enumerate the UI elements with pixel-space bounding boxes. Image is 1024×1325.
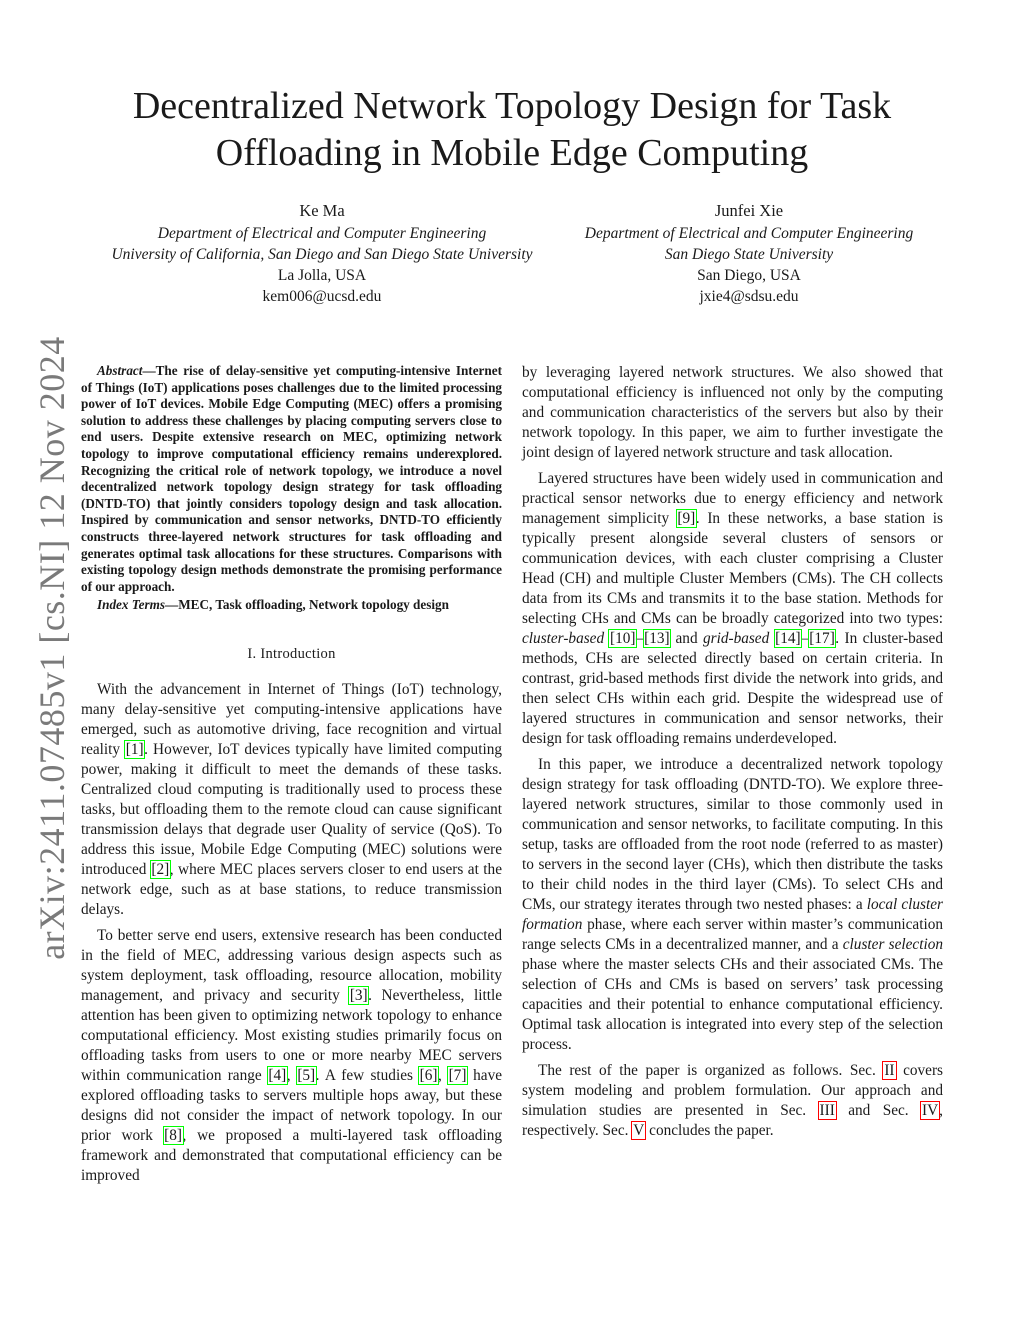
citation-link[interactable]: [7]: [448, 1066, 467, 1084]
text-run: phase, where each server within master’s communication range selects CMs in a decentralized manner, and a: [522, 916, 943, 953]
text-run: and Sec.: [835, 1102, 922, 1119]
citation-link[interactable]: [10]: [609, 630, 636, 647]
index-terms-label: Index Terms: [97, 597, 166, 613]
citation-link[interactable]: [2]: [151, 860, 170, 878]
text-run: ,: [286, 1066, 297, 1084]
text-run: phase where the master selects CHs and their associated CMs. The selection of CHs and CMs is based on servers’ task processing capacities and their potential to enhance computational efficiency. Optimal task allocation is integrated into every step of the selection process.: [522, 956, 943, 1053]
author-block-2: [544, 200, 954, 307]
citation-link[interactable]: [1]: [125, 740, 144, 758]
abstract-label: Abstract: [97, 363, 143, 378]
text-run: The rest of the paper is organized as follows. Sec.: [538, 1062, 884, 1079]
text-run: covers system modeling and problem formulation. Our approach and simulation studies are presented in Sec.: [522, 1062, 943, 1119]
intro-paragraph-1: [81, 680, 502, 920]
text-run: ,: [438, 1066, 449, 1084]
author-department: Department of Electrical and Computer Engineering: [157, 225, 487, 242]
section-link[interactable]: V: [633, 1122, 645, 1139]
author-name: Junfei Xie: [714, 201, 784, 220]
index-terms: [81, 597, 502, 614]
text-run: . However, IoT devices typically have limited computing power, making it difficult to meet the demands of these tasks. Centralized cloud computing is traditionally used to process these tasks, but offloading them to the remote cloud can cause significant transmission delays that degrade user Quality of service (QoS). To address this issue, Mobile Edge Computing (MEC) solutions were introduced: [81, 740, 502, 878]
section-heading-introduction: I. Introduction: [247, 645, 336, 662]
text-run: [769, 630, 774, 647]
abstract: [81, 363, 502, 614]
citation-link[interactable]: [5]: [297, 1066, 316, 1084]
text-run: concludes the paper.: [645, 1122, 774, 1139]
author-block-1: [68, 200, 576, 307]
intro-paragraph-continued: by leveraging layered network structures. We also showed that computational efficiency is influenced not only by the computing and communication characteristics of the servers but also by their network topology. In this paper, we aim to further investigate the joint design of layered network structure and task allocation.: [522, 364, 943, 461]
emphasis: local cluster formation: [522, 896, 944, 933]
section-link[interactable]: III: [819, 1102, 835, 1119]
text-run: To better serve end users, extensive research has been conducted in the field of MEC, addressing various design aspects such as system deployment, task offloading, resource allocation, mobility management, and privacy and security: [81, 926, 502, 1004]
index-terms-body: —MEC, Task offloading, Network topology design: [165, 597, 449, 613]
citation-link[interactable]: [4]: [268, 1066, 287, 1084]
left-column: [81, 363, 502, 1186]
emphasis: cluster selection: [842, 936, 943, 953]
text-run: , respectively. Sec.: [522, 1102, 943, 1139]
author-university: San Diego State University: [664, 246, 834, 263]
citation-link[interactable]: [9]: [677, 510, 696, 527]
text-run: . A few studies: [315, 1066, 420, 1084]
text-run: Layered structures have been widely used in communication and practical sensor networks due to energy efficiency and network management simplicity: [522, 470, 943, 527]
citation-link[interactable]: [6]: [419, 1066, 438, 1084]
paper-title: [80, 83, 944, 177]
text-run: . In these networks, a base station is typically present alongside several clusters of sensors or communication devices, with each cluster comprising a Cluster Head (CH) and multiple Cluster Members (CMs). The CH collects data from its CMs and transmits it to the base station. Methods for selecting CHs and CMs can be broadly categorized into two types:: [522, 510, 943, 627]
text-run: –: [635, 630, 644, 647]
title-line-1: Decentralized Network Topology Design for Task: [132, 85, 892, 127]
text-run: and: [670, 630, 703, 647]
section-link[interactable]: II: [884, 1062, 895, 1079]
right-column: [522, 363, 943, 1141]
text-run: In this paper, we introduce a decentralized network topology design strategy for task offloading (DNTD-TO). We explore three-layered network structures, similar to those commonly used in communication and sensor networks, to facilitate computing. In this setup, tasks are offloaded from the root node (referred to as master) to servers in the second layer (CHs), which then distribute the tasks to their child nodes in the third layer (CMs). To select CHs and CMs, our strategy iterates through two nested phases: a: [522, 756, 943, 913]
citation-link[interactable]: [8]: [164, 1126, 183, 1144]
abstract-body: —The rise of delay-sensitive yet computing-intensive Internet of Things (IoT) applications poses challenges due to the limited processing power of IoT devices. Mobile Edge Computing (MEC) offers a promising solution to address these challenges by placing computing servers close to end users. Despite extensive research on MEC, optimizing network topology to improve computational efficiency remains underexplored. Recognizing the critical role of network topology, we introduce a novel decentralized network topology design strategy for task offloading (DNTD-TO) that jointly considers topology design and task allocation. Inspired by communication and sensor networks, DNTD-TO efficiently constructs three-layered network structures for task offloading and generates optimal task allocations for these structures. Comparisons with existing topology design methods demonstrate the promising performance of our approach.: [81, 363, 502, 594]
text-run: , where MEC places servers closer to end users at the network edge, such as at base stations, to reduce transmission delays.: [81, 860, 502, 918]
arxiv-identifier: arXiv:2411.07485v1 [cs.NI] 12 Nov 2024: [32, 336, 72, 960]
text-run: have explored offloading tasks to servers multiple hops away, but these designs did not consider the impact of network topology. In our prior work: [81, 1066, 503, 1144]
author-location: San Diego, USA: [697, 267, 801, 284]
intro-paragraph-5: [522, 1061, 943, 1141]
text-run: With the advancement in Internet of Things (IoT) technology, many delay-sensitive yet computing-intensive applications have emerged, such as automotive driving, face recognition and virtual reality: [81, 680, 502, 758]
author-location: La Jolla, USA: [277, 267, 367, 284]
emphasis: grid-based: [702, 630, 770, 647]
author-name: Ke Ma: [299, 201, 345, 220]
title-line-2: Offloading in Mobile Edge Computing: [215, 132, 809, 174]
intro-paragraph-4: [522, 755, 943, 1055]
emphasis: cluster-based: [522, 630, 605, 647]
citation-link[interactable]: [17]: [809, 630, 835, 647]
author-email[interactable]: kem006@ucsd.edu: [262, 288, 382, 305]
author-university: University of California, San Diego and San Diego State University: [111, 246, 533, 263]
author-department: Department of Electrical and Computer Engineering: [584, 225, 914, 242]
author-email[interactable]: jxie4@sdsu.edu: [699, 288, 799, 305]
citation-link[interactable]: [14]: [775, 630, 801, 647]
section-link[interactable]: IV: [922, 1102, 939, 1119]
text-run: . In cluster-based methods, CHs are selected directly based on certain criteria. In contrast, grid-based methods first divide the network into grids, and then select CHs within each grid. Despite the widespread use of layered structures in communication and sensor networks, their design for task offloading remains underdeveloped.: [522, 630, 943, 747]
text-run: , we proposed a multi-layered task offloading framework and demonstrated that computational efficiency can be improved: [81, 1126, 502, 1184]
abstract-text: [81, 363, 502, 595]
text-run: . Nevertheless, little attention has been given to optimizing network topology to enhance computational efficiency. Most existing studies primarily focus on offloading tasks from users to one or more nearby MEC servers within communication range: [81, 986, 502, 1084]
intro-paragraph-3: [522, 469, 943, 749]
citation-link[interactable]: [13]: [644, 630, 670, 647]
citation-link[interactable]: [3]: [349, 986, 368, 1004]
text-run: –: [801, 630, 809, 647]
intro-paragraph-2: [81, 926, 502, 1186]
